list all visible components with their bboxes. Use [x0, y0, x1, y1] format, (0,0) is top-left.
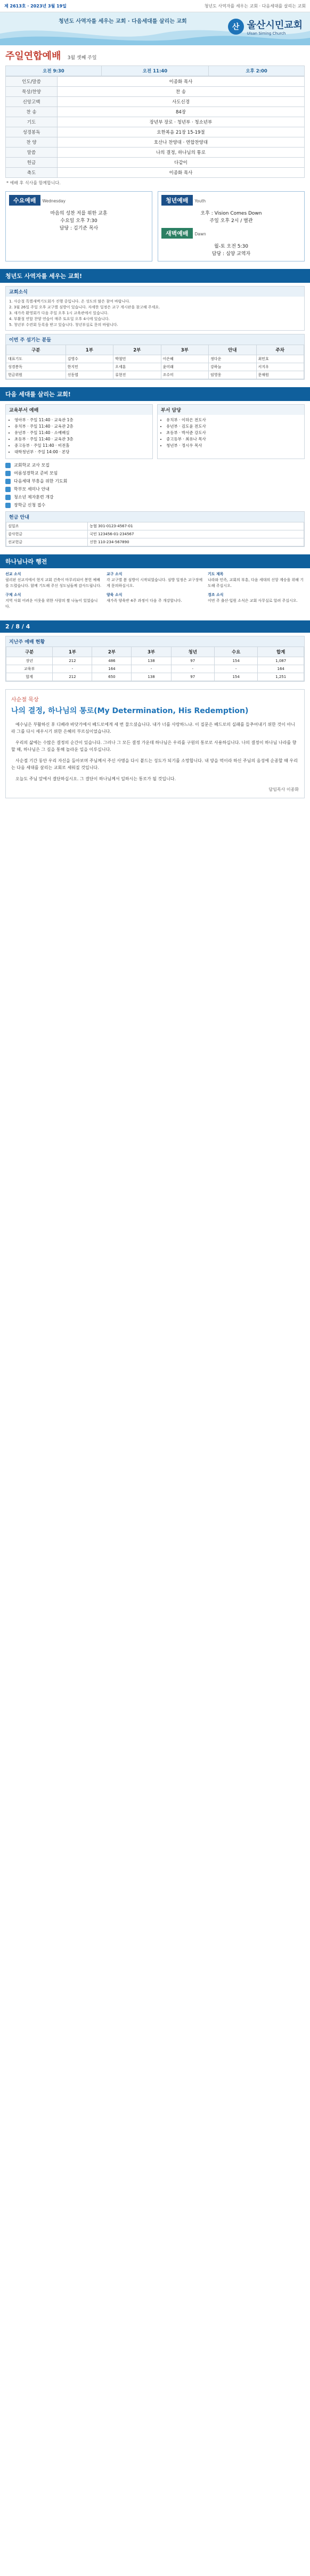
news-heading: 경조 소식 [208, 593, 224, 597]
announcement-text: 여름성경학교 준비 모임 [14, 471, 58, 476]
announcement-text: 교회학교 교사 모집 [14, 463, 50, 468]
worship-item-value: 사도신경 [58, 97, 305, 107]
church-name: 울산시민교회 [247, 20, 303, 31]
table-cell: 164 [258, 665, 304, 673]
bullet-icon [5, 471, 11, 476]
dawn-line: 월-토 오전 5:30 [214, 244, 248, 249]
table-cell: 최민호 [256, 355, 304, 363]
other-services [5, 191, 305, 261]
news-column-2 [107, 571, 203, 613]
table-cell: 650 [92, 673, 132, 681]
kingdom-news [5, 571, 305, 613]
section-band-3: 하나님나라 행전 [0, 554, 310, 568]
worship-item-label: 신앙고백 [6, 97, 58, 107]
header-cell: 3부 [161, 345, 208, 355]
table-cell: 헌금위원 [6, 371, 66, 379]
edu-right [157, 404, 305, 459]
list-item: • 유치부 · 이하은 전도사 [166, 417, 299, 423]
worship-row [6, 137, 305, 148]
announcement-text: 청소년 제자훈련 개강 [14, 495, 54, 500]
bullet-icon [5, 463, 11, 468]
wednesday-line: 마음의 성찬 저를 위한 교훈 [50, 211, 108, 216]
table-cell: 138 [132, 673, 171, 681]
header-cell: 주차 [256, 345, 304, 355]
sermon-paragraph: 사순절 기간 동안 우리 자신을 돌아보며 주님께서 주신 사명을 다시 붙드는 성도가 되기를 소망합니다. 내 양을 먹이라 하신 주님의 음성에 순종할 때 우리는 다음 세대를 살리는 교회로 세워질 것입니다. [11, 758, 298, 770]
issue-info: 제 2613호 · 2023년 3월 19일 [4, 3, 67, 9]
table-cell: 조수미 [161, 371, 208, 379]
worship-row [6, 117, 305, 127]
table-cell: 1,087 [258, 657, 304, 665]
table-cell: 국민 123456-01-234567 [88, 530, 304, 538]
news-heading: 기도 제목 [208, 572, 224, 576]
time-2: 오전 11:40 [101, 66, 208, 76]
table-cell: 신한 110-234-567890 [88, 538, 304, 546]
news-text: 새가족 양육반 4주 과정이 다음 주 개강합니다. [107, 599, 182, 603]
table-cell: 138 [132, 657, 171, 665]
worship-order-table [5, 66, 305, 76]
notices-list [6, 297, 304, 330]
list-item: • 초등부 · 박서준 강도사 [166, 430, 299, 436]
youth-line: 주일 오후 2시 / 별관 [209, 218, 253, 224]
table-cell: - [214, 665, 257, 673]
wednesday-line: 담당 : 김기준 목사 [59, 226, 99, 231]
notice-line: 1. 사순절 특별새벽기도회가 진행 중입니다. 온 성도의 많은 참여 바랍니다. [9, 299, 130, 304]
list-item: • 대학청년부 · 주일 14:00 · 본당 [14, 449, 147, 455]
announcement-item [5, 470, 305, 476]
table-row [6, 522, 304, 530]
news-heading: 교구 소식 [107, 572, 123, 576]
table-cell: 서지우 [256, 363, 304, 371]
time-1: 오전 9:30 [6, 66, 102, 76]
table-cell: 선교헌금 [6, 538, 88, 546]
edu-left-title: 교육부서 예배 [6, 405, 152, 415]
dawn-sub: Dawn [194, 232, 206, 236]
worship-item-label: 인도/말씀 [6, 77, 58, 87]
news-text: 나라와 민족, 교회의 부흥, 다음 세대의 신앙 계승을 위해 기도해 주십시오. [208, 578, 304, 588]
edu-right-title: 부서 담당 [158, 405, 304, 415]
worship-subtitle: 3월 셋째 주일 [67, 55, 97, 61]
notice-line: 4. 부활절 연합 찬양 연습이 매주 토요일 오후 4시에 있습니다. [9, 317, 110, 321]
notice-line: 2. 3월 26일 주일 오후 교구별 심방이 있습니다. 자세한 일정은 교구 게시판을 참고해 주세요. [9, 305, 160, 309]
servers-title: 이번 주 섬기는 분들 [6, 334, 304, 345]
announcement-item [5, 462, 305, 468]
worship-item-label: 축도 [6, 168, 58, 178]
dawn-line: 담당 : 심양 교역자 [211, 251, 251, 257]
table-cell: 212 [53, 673, 92, 681]
worship-rows [5, 76, 305, 178]
header-cell: 3부 [132, 647, 171, 657]
news-item [208, 571, 305, 589]
table-cell: 97 [171, 673, 214, 681]
table-header [6, 345, 304, 355]
table-cell: 임영웅 [209, 371, 256, 379]
worship-item-label: 말씀 [6, 148, 58, 158]
sermon-kicker: 사순절 묵상 [11, 697, 39, 703]
table-cell: 154 [214, 657, 257, 665]
header-cell: 1부 [53, 647, 92, 657]
worship-item-label: 묵상/찬양 [6, 87, 58, 97]
news-heading: 선교 소식 [5, 572, 21, 576]
worship-item-value: 요한복음 21장 15-19절 [58, 127, 305, 137]
news-heading: 구제 소식 [5, 593, 21, 597]
table-cell: - [53, 665, 92, 673]
table-cell: 감사헌금 [6, 530, 88, 538]
table-cell: 신동엽 [66, 371, 113, 379]
attendance-title: 지난주 예배 현황 [6, 636, 304, 647]
edu-left-list [6, 415, 152, 459]
worship-row [6, 127, 305, 137]
sermon-title: 나의 결정, 하나님의 통로(My Determination, His Redemption) [11, 707, 249, 715]
worship-times-row [6, 66, 305, 76]
wednesday-title: 수요예배 [9, 195, 40, 206]
table-cell: 합계 [6, 673, 53, 681]
edu-right-list [158, 415, 304, 452]
education-section [5, 404, 305, 459]
table-row [6, 363, 304, 371]
table-cell: 박철민 [113, 355, 161, 363]
worship-item-label: 찬 송 [6, 107, 58, 117]
worship-item-value: 찬 송 [58, 87, 305, 97]
news-item [208, 592, 305, 604]
table-row [6, 673, 304, 681]
worship-item-label: 성경봉독 [6, 127, 58, 137]
section-band-4: 2 / 8 / 4 [0, 620, 310, 633]
bullet-icon [5, 479, 11, 484]
church-notices [5, 286, 305, 331]
worship-row [6, 158, 305, 168]
church-name-en: Ulsan Siming Church [247, 31, 286, 36]
bullet-icon [5, 503, 11, 508]
table-cell: 1,251 [258, 673, 304, 681]
list-item: • 중고등부 · 최유나 목사 [166, 436, 299, 443]
announcement-item [5, 502, 305, 508]
table-row [6, 665, 304, 673]
table-row [6, 538, 304, 546]
notice-line: 5. 청년부 수련회 등록을 받고 있습니다. 청년부실로 문의 바랍니다. [9, 323, 118, 327]
youth-box [158, 191, 305, 261]
wednesday-sub: Wednesday [42, 199, 66, 203]
header-cell: 구분 [6, 345, 66, 355]
announcement-text: 장학금 신청 접수 [14, 503, 46, 508]
youth-line: 오후 : Vision Comes Down [200, 211, 262, 216]
table-cell: 오세훈 [113, 363, 161, 371]
youth-sub: Youth [194, 199, 206, 203]
worship-row [6, 97, 305, 107]
list-item: • 유년부 · 주일 11:40 · 소예배실 [14, 430, 147, 436]
worship-item-label: 찬 양 [6, 137, 58, 148]
worship-row [6, 168, 305, 178]
notices-title: 교회소식 [6, 287, 304, 297]
church-logo [228, 18, 303, 36]
table-cell: 486 [92, 657, 132, 665]
table-row [6, 657, 304, 665]
table-cell: 교육부 [6, 665, 53, 673]
wednesday-box [5, 191, 152, 261]
table-cell: - [171, 665, 214, 673]
attendance-section [5, 636, 305, 682]
news-item [5, 592, 102, 610]
table-cell: 문채원 [256, 371, 304, 379]
dawn-title: 새벽예배 [161, 228, 193, 239]
table-cell: 류현진 [113, 371, 161, 379]
worship-item-value: 이종화 목사 [58, 77, 305, 87]
bullet-icon [5, 495, 11, 500]
table-cell: 강하늘 [209, 363, 256, 371]
sermon-paragraph: 우리의 삶에는 수많은 결정의 순간이 있습니다. 그러나 그 모든 결정 가운데 하나님은 우리를 구원의 통로로 사용하십니다. 나의 결정이 하나님 나라를 향할 때, 하나님은 그 길을 통해 놀라운 일을 이루십니다. [11, 740, 297, 752]
top-motto: 청년도 사역자를 세우는 교회 · 다음세대를 살리는 교회 [204, 3, 306, 9]
table-row [6, 530, 304, 538]
table-cell: 성경봉독 [6, 363, 66, 371]
announcement-item [5, 478, 305, 484]
table-cell: 정다운 [209, 355, 256, 363]
header-cell: 2부 [113, 345, 161, 355]
worship-title [0, 45, 310, 66]
announcement-item [5, 486, 305, 492]
table-cell: 대표기도 [6, 355, 66, 363]
bullet-icon [5, 487, 11, 492]
worship-row [6, 77, 305, 87]
list-item: • 중고등부 · 주일 11:40 · 비전홀 [14, 443, 147, 449]
news-column-3 [208, 571, 305, 613]
section-band-2: 다음 세대를 살리는 교회! [0, 387, 310, 401]
news-column-1 [5, 571, 102, 613]
worship-note: * 예배 후 식사를 함께합니다. [6, 181, 61, 185]
table-header [6, 647, 304, 657]
header-cell: 구분 [6, 647, 53, 657]
worship-row [6, 148, 305, 158]
announcement-item [5, 494, 305, 500]
notice-line: 3. 새가족 환영회가 다음 주일 오후 1시 교육관에서 있습니다. [9, 311, 109, 315]
header-cell: 합계 [258, 647, 304, 657]
news-text: 지역 사회 어려운 이웃을 위한 사랑의 쌀 나눔이 있었습니다. [5, 599, 98, 609]
sermon-paragraph: 예수님은 부활하신 후 디베랴 바닷가에서 베드로에게 세 번 물으셨습니다. 내가 너를 사랑하느냐. 이 질문은 베드로의 실패를 들추어내기 위한 것이 아니라 그를 다시 세우시기 위한 은혜의 부르심이었습니다. [11, 722, 295, 734]
table-cell: 97 [171, 657, 214, 665]
table-cell: 윤미래 [161, 363, 208, 371]
sermon-column [5, 689, 305, 798]
worship-item-value: 호산나 찬양대 · 연합찬양대 [58, 137, 305, 148]
top-bar [0, 0, 310, 12]
table-cell: 장년 [6, 657, 53, 665]
header-banner [0, 12, 310, 45]
news-heading: 양육 소식 [107, 593, 123, 597]
news-text: 각 교구별 봄 심방이 시작되었습니다. 심방 일정은 교구장에게 문의하십시오. [107, 578, 203, 588]
worship-item-label: 기도 [6, 117, 58, 127]
table-cell: - [132, 665, 171, 673]
list-item: • 초등부 · 주일 11:40 · 교육관 3층 [14, 436, 147, 443]
announcement-text: 학부모 세미나 안내 [14, 487, 50, 492]
sermon-paragraph: 오늘도 주님 앞에서 결단하십시오. 그 결단이 하나님께서 일하시는 통로가 될 것입니다. [15, 776, 176, 781]
list-item: • 청년부 · 정시우 목사 [166, 443, 299, 449]
table-cell: 164 [92, 665, 132, 673]
time-3: 오후 2:00 [209, 66, 305, 76]
youth-title: 청년예배 [161, 195, 193, 206]
news-item [5, 571, 102, 589]
table-cell: 212 [53, 657, 92, 665]
list-item: • 유년부 · 김도윤 전도사 [166, 423, 299, 430]
wednesday-line: 수요일 오후 7:30 [60, 218, 97, 224]
worship-item-label: 헌금 [6, 158, 58, 168]
news-text: 이번 주 출산·입원 소식은 교회 사무실로 알려 주십시오. [208, 599, 298, 603]
announcement-text: 다음세대 부흥을 위한 기도회 [14, 479, 68, 484]
worship-item-value: 이종화 목사 [58, 168, 305, 178]
attendance-table [6, 647, 304, 681]
banner-motto: 청년도 사역자를 세우는 교회 · 다음세대를 살리는 교회 [59, 19, 187, 24]
section-band-1: 청년도 사역자를 세우는 교회! [0, 269, 310, 283]
worship-title-text: 주일연합예배 [5, 51, 61, 62]
list-item: • 유치부 · 주일 11:40 · 교육관 2층 [14, 423, 147, 430]
logo-mark: 산 [228, 19, 244, 35]
news-item [107, 571, 203, 589]
sermon-signature: 담임목사 이종화 [268, 787, 299, 792]
table-row [6, 371, 304, 379]
header-cell: 안내 [209, 345, 256, 355]
header-cell: 청년 [171, 647, 214, 657]
servers-section [5, 334, 305, 380]
news-item [107, 592, 203, 604]
table-cell: 154 [214, 673, 257, 681]
worship-row [6, 87, 305, 97]
header-cell: 수요 [214, 647, 257, 657]
worship-item-value: 장년부 장로 · 청년부 · 청소년부 [58, 117, 305, 127]
offering-table [6, 522, 304, 546]
worship-item-value: 84장 [58, 107, 305, 117]
table-cell: 십일조 [6, 522, 88, 530]
edu-left [5, 404, 153, 459]
sermon-body [11, 721, 299, 782]
table-cell: 이은혜 [161, 355, 208, 363]
worship-row [6, 107, 305, 117]
servers-table [6, 345, 304, 379]
table-cell: 김영수 [66, 355, 113, 363]
offering-section [5, 511, 305, 547]
header-cell: 2부 [92, 647, 132, 657]
table-cell: 농협 301-0123-4567-01 [88, 522, 304, 530]
worship-item-value: 나의 결정, 하나님의 통로 [58, 148, 305, 158]
offering-title: 헌금 안내 [6, 512, 304, 522]
worship-item-value: 다같이 [58, 158, 305, 168]
header-cell: 1부 [66, 345, 113, 355]
table-row [6, 355, 304, 363]
news-text: 필리핀 선교지에서 현지 교회 건축이 마무리되어 봉헌 예배를 드렸습니다. 함께 기도해 주신 성도님들께 감사드립니다. [5, 578, 102, 588]
list-item: • 영아부 · 주일 11:40 · 교육관 1층 [14, 417, 147, 423]
table-cell: 한지민 [66, 363, 113, 371]
announcement-pills [5, 462, 305, 508]
